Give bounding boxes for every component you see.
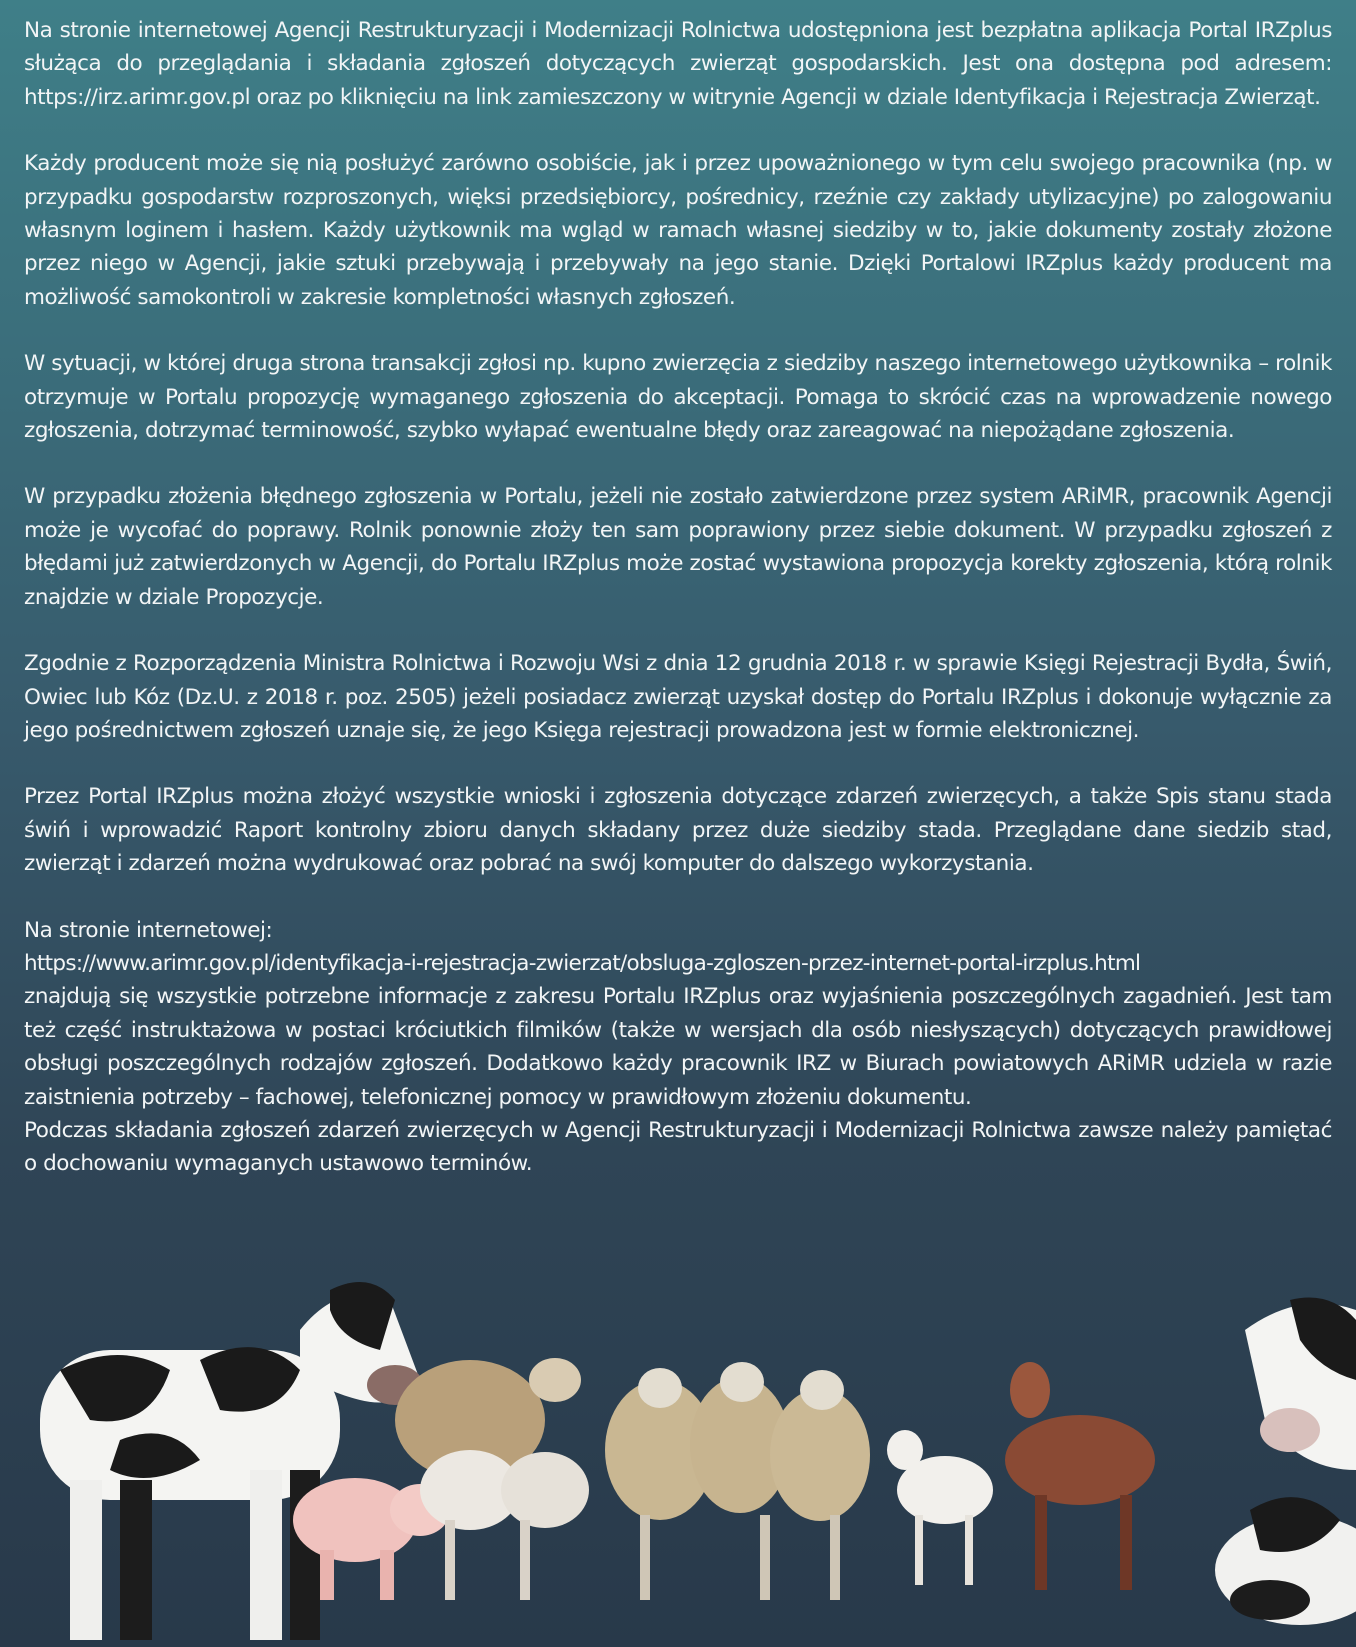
- cow-illustration: [40, 1282, 423, 1640]
- sheep-group-illustration: [395, 1358, 870, 1600]
- paragraph-website-info: znajdują się wszystkie potrzebne informacje z zakresu Portalu IRZplus oraz wyjaśnienia poszczególnych zagadnień. Jest tam też część instruktażowa w postaci króciutkich filmików (także w wersjach dla osób niesłyszących) dotyczących prawidłowej obsługi poszczególnych rodzajów zgłoszeń. Dodatkowo każdy pracownik IRZ w Biurach powiatowych ARiMR udziela w razie zaistnienia potrzeby – fachowej, telefonicznej pomocy w prawidłowym złożeniu dokumentu.: [24, 984, 1332, 1110]
- paragraph-website-intro: Na stronie internetowej:: [24, 917, 273, 943]
- goat-illustration: [1005, 1362, 1155, 1590]
- paragraph-regulation: Zgodnie z Rozporządzenia Ministra Rolnictwa i Rozwoju Wsi z dnia 12 grudnia 2018 r. w sprawie Księgi Rejestracji Bydła, Świń, Owiec lub Kóz (Dz.U. z 2018 r. poz. 2505) jeżeli posiadacz zwierząt uzyskał dostęp do Portalu IRZplus i dokonuje wyłącznie za jego pośrednictwem zgłoszeń uznaje się, że jego Księga rejestracji prowadzona jest w formie elektronicznej.: [24, 651, 1332, 743]
- paragraph-producer-access: Każdy producent może się nią posłużyć zarówno osobiście, jak i przez upoważnionego w tym celu swojego pracownika (np. w przypadku gospodarstw rozproszonych, więksi przedsiębiorcy, pośrednicy, rzeźnie czy zakłady utylizacyjne) po zalogowaniu własnym loginem i hasłem. Każdy użytkownik ma wgląd w ramach własnej siedziby w to, jakie dokumenty zostały złożone przez niego w Agencji, jakie sztuki przebywają i przebywały na jego stanie. Dzięki Portalowi IRZplus każdy producent ma możliwość samokontroli w zakresie kompletności własnych zgłoszeń.: [24, 151, 1332, 310]
- paragraph-proposals: W sytuacji, w której druga strona transakcji zgłosi np. kupno zwierzęcia z siedziby naszego internetowego użytkownika – rolnik otrzymuje w Portalu propozycję wymaganego zgłoszenia do akceptacji. Pomaga to skrócić czas na wprowadzenie nowego zgłoszenia, dotrzymać terminowość, szybko wyłapać ewentualne błędy oraz zareagować na niepożądane zgłoszenia.: [24, 351, 1332, 444]
- cow-calf-illustration: [1215, 1298, 1356, 1626]
- goat-kid-illustration: [887, 1430, 993, 1585]
- farm-animals-illustration: [0, 1270, 1356, 1647]
- paragraph-deadlines: Podczas składania zgłoszeń zdarzeń zwierzęcych w Agencji Restrukturyzacji i Modernizacji Rolnictwa zawsze należy pamiętać o dochowaniu wymaganych ustawowo terminów.: [24, 1117, 1332, 1177]
- website-url: https://www.arimr.gov.pl/identyfikacja-i-rejestracja-zwierzat/obsluga-zgloszen-przez-internet-portal-irzplus.html: [24, 950, 1141, 976]
- paragraph-corrections: W przypadku złożenia błędnego zgłoszenia w Portalu, jeżeli nie zostało zatwierdzone przez system ARiMR, pracownik Agencji może je wycofać do poprawy. Rolnik ponownie złoży ten sam poprawiony przez siebie dokument. W przypadku zgłoszeń z błędami już zatwierdzonych w Agencji, do Portalu IRZplus może zostać wystawiona propozycja korekty zgłoszenia, którą rolnik znajdzie w dziale Propozycje.: [24, 484, 1332, 610]
- paragraph-features: Przez Portal IRZplus można złożyć wszystkie wnioski i zgłoszenia dotyczące zdarzeń zwierzęcych, a także Spis stanu stada świń i wprowadzić Raport kontrolny zbioru danych składany przez duże siedziby stada. Przeglądane dane siedzib stad, zwierząt i zdarzeń można wydrukować oraz pobrać na swój komputer do dalszego wykorzystania.: [24, 784, 1332, 877]
- article-text: [24, 14, 1332, 1181]
- paragraph-portal-intro: Na stronie internetowej Agencji Restrukturyzacji i Modernizacji Rolnictwa udostępniona jest bezpłatna aplikacja Portal IRZplus służąca do przeglądania i składania zgłoszeń dotyczących zwierząt gospodarskich. Jest ona dostępna pod adresem: https://irz.arimr.gov.pl oraz po kliknięciu na link zamieszczony w witrynie Agencji w dziale Identyfikacja i Rejestracja Zwierząt.: [24, 18, 1332, 110]
